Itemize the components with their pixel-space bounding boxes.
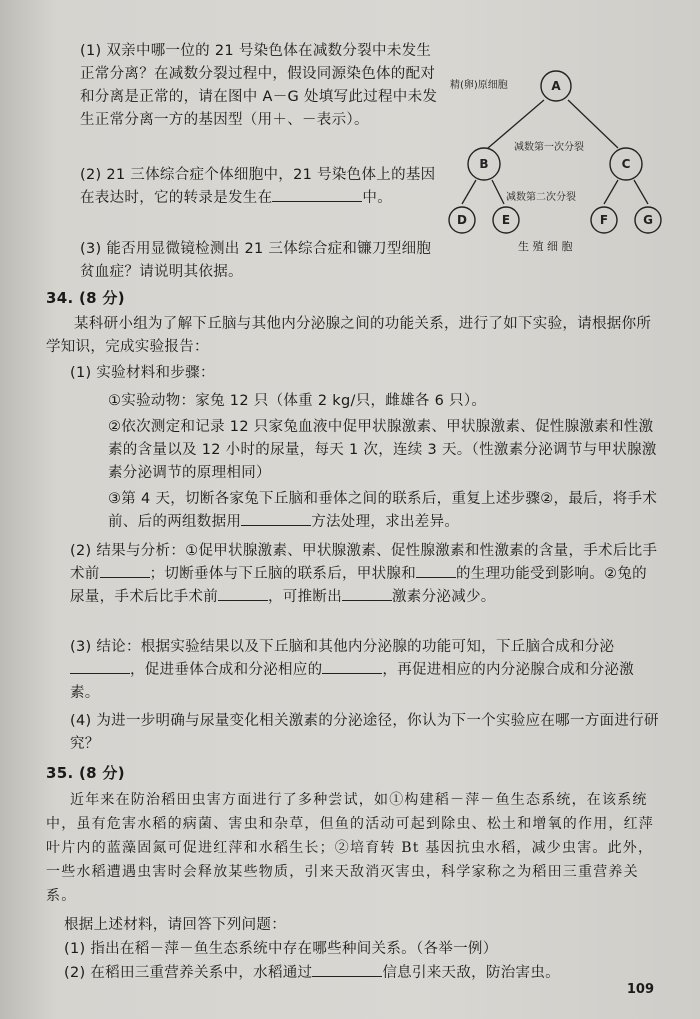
q35-question1: (1) 指出在稻－萍－鱼生态系统中存在哪些种间关系。（各举一例） — [64, 941, 498, 957]
node-a-label: A — [551, 79, 561, 93]
diagram-low-label: 减数第二次分裂 — [506, 192, 576, 203]
q34-step2-text-b: ；切断垂体与下丘脑的联系后，甲状腺和 — [149, 566, 417, 582]
q34-intro — [46, 313, 656, 359]
diagram-top-label: 精(卵)原细胞 — [450, 80, 508, 91]
q34-step3-text-a: (3) 结论：根据实验结果以及下丘脑和其他内分泌腺的功能可知，下丘脑合成和分泌 — [70, 639, 615, 655]
q33-part1-text: (1) 双亲中哪一位的 21 号染色体在减数分裂中未发生正常分离？在减数分裂过程中，假设同源染色体的配对和分离是正常的，请在图中 A－G 处填写此过程中未发生正常分离一方的基因型（用＋、－表示）。 — [80, 43, 438, 128]
node-d-label: D — [457, 213, 467, 227]
q33-part2-tail: 中。 — [362, 190, 393, 206]
q34-title: 34. (8 分) — [46, 289, 125, 307]
edge-b-e — [492, 180, 504, 204]
meiosis-diagram — [448, 62, 678, 262]
q34-step3-text-b: ，促进垂体合成和分泌相应的 — [130, 662, 323, 678]
node-c-label: C — [621, 157, 631, 171]
edge-c-g — [634, 180, 648, 204]
q33-part2 — [80, 164, 440, 210]
answer-blank[interactable] — [312, 962, 382, 977]
q33-part3-text: (3) 能否用显微镜检测出 21 三体综合症和镰刀型细胞贫血症？请说明其依据。 — [80, 241, 432, 280]
q34-step1c-text: ③第 4 天，切断各家兔下丘脑和垂体之间的联系后，重复上述步骤②，最后，将手术前、后的两组数据用 — [108, 491, 658, 530]
q34-step2-text-a: (2) 结果与分析：①促甲状腺激素、甲状腺激素、促性腺激素和性激素的含量，手术后比手术前 — [70, 543, 658, 582]
edge-b-d — [462, 180, 476, 204]
q35-body: 近年来在防治稻田虫害方面进行了多种尝试，如①构建稻－萍－鱼生态系统，在该系统中，虽有危害水稻的病菌、害虫和杂草，但鱼的活动可起到除虫、松土和增氧的作用，红萍叶片内的蓝藻固氮可促进红萍和水稻生长；②培育转 Bt 基因抗虫水稻，减少虫害。此外，一些水稻遭遇虫害时会释放某些物质，引来天敌消灭害虫，科学家称之为稻田三重营养关系。 — [46, 792, 654, 904]
answer-blank[interactable] — [342, 586, 392, 601]
answer-blank[interactable] — [272, 187, 362, 202]
q34-step2-text-c: 的生理功能受到影响。②兔的尿量，手术后比手术前 — [70, 566, 647, 605]
q34-step2-text-e: 激素分泌减少。 — [392, 589, 496, 605]
edge-c-f — [604, 180, 618, 204]
q34-step1-heading: (1) 实验材料和步骤： — [70, 365, 215, 381]
answer-blank[interactable] — [416, 563, 456, 578]
node-e-label: E — [501, 213, 511, 227]
edge-a-b — [488, 100, 544, 148]
q34-step1c — [108, 488, 668, 534]
q35-question2-tail: 信息引来天敌，防治害虫。 — [382, 965, 560, 981]
q34-step1b: ②依次测定和记录 12 只家兔血液中促甲状腺激素、甲状腺激素、促性腺激素和性激素的含量以及 12 小时的尿量，每天 1 次，连续 3 天。（性激素分泌调节与甲状腺激素分泌调节的原理相同） — [108, 419, 657, 481]
page-number: 109 — [626, 982, 654, 997]
q34-intro-text: 某科研小组为了解下丘脑与其他内分泌腺之间的功能关系，进行了如下实验，请根据你所学知识，完成实验报告： — [46, 316, 652, 355]
q35-title: 35. (8 分) — [46, 764, 125, 782]
answer-blank[interactable] — [100, 563, 150, 578]
q34-step2-text-d: ，可推断出 — [268, 589, 342, 605]
diagram-mid-label: 减数第一次分裂 — [514, 142, 584, 153]
q34-step2 — [70, 540, 660, 609]
q33-part2-text: (2) 21 三体综合症个体细胞中，21 号染色体上的基因在表达时，它的转录是发生在 — [80, 167, 436, 206]
node-g-label: G — [643, 213, 653, 227]
q34-step4: (4) 为进一步明确与尿量变化相关激素的分泌途径，你认为下一个实验应在哪一方面进行研究？ — [70, 713, 659, 752]
q34-step1a: ①实验动物：家兔 12 只（体重 2 kg/只，雌雄各 6 只）。 — [108, 393, 487, 409]
q35-question2-text: (2) 在稻田三重营养关系中，水稻通过 — [64, 965, 313, 981]
edge-a-c — [568, 100, 618, 148]
q35-ask: 根据上述材料，请回答下列问题： — [64, 917, 286, 933]
q34-step3 — [70, 636, 660, 705]
node-b-label: B — [479, 157, 489, 171]
answer-blank[interactable] — [322, 659, 382, 674]
node-f-label: F — [599, 213, 609, 227]
q33-part3 — [80, 238, 440, 284]
answer-blank[interactable] — [241, 511, 311, 526]
answer-blank[interactable] — [218, 586, 268, 601]
q34-step1c-tail: 方法处理，求出差异。 — [311, 514, 460, 530]
q33-part1 — [80, 40, 440, 132]
q34-step3-text-c: ，再促进相应的内分泌腺合成和分泌激素。 — [70, 662, 635, 701]
diagram-bottom-label: 生 殖 细 胞 — [518, 240, 573, 253]
q35-question2 — [64, 962, 654, 985]
answer-blank[interactable] — [70, 659, 130, 674]
